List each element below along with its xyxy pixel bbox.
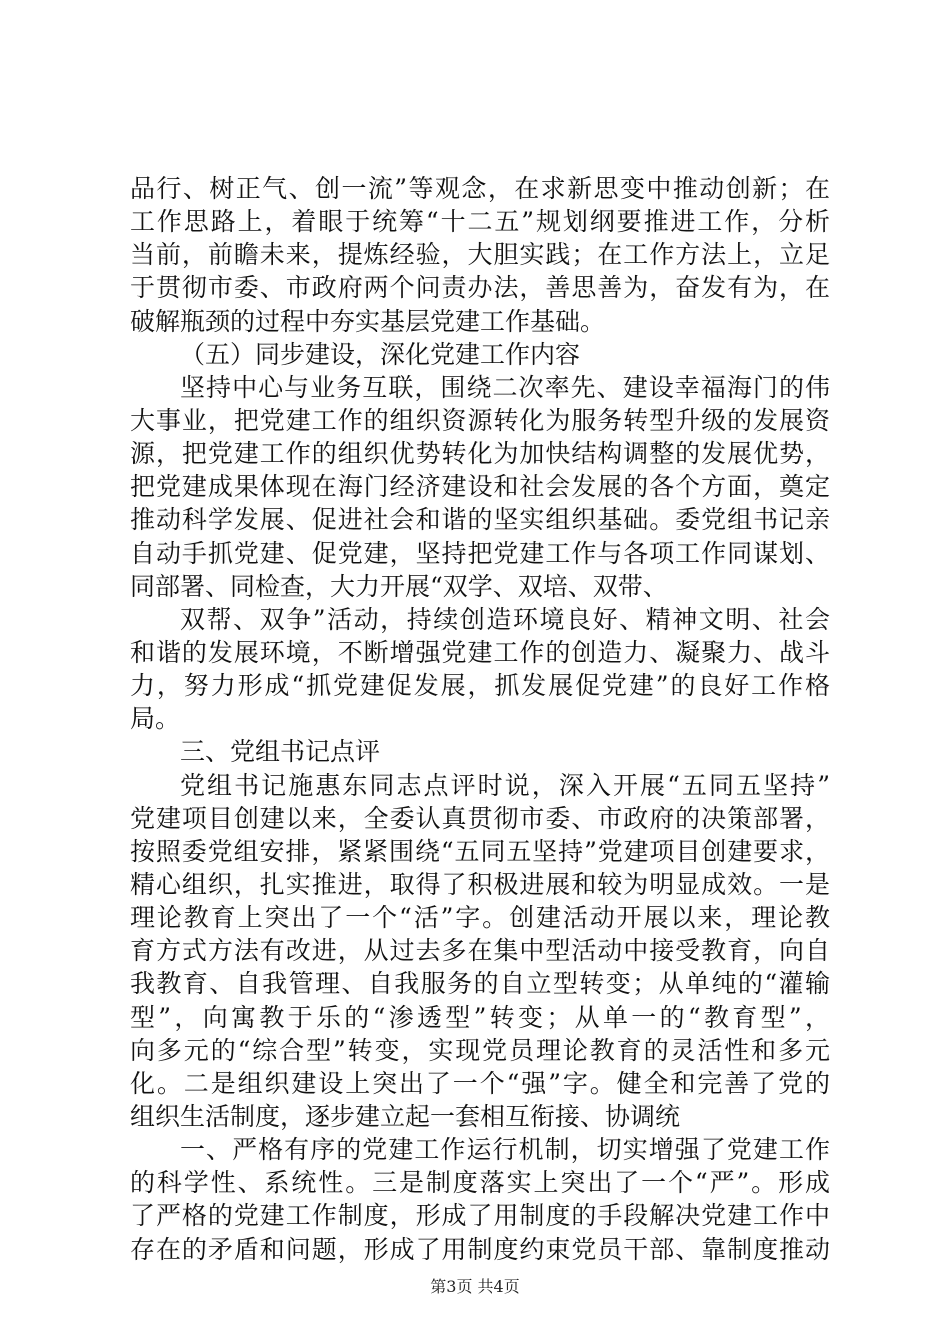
body-text	[130, 172, 830, 1266]
text-line: 和谐的发展环境，不断增强党建工作的创造力、凝聚力、战斗	[130, 637, 830, 667]
text-line: 源，把党建工作的组织优势转化为加快结构调整的发展优势，	[130, 439, 830, 469]
text-line: 化。二是组织建设上突出了一个“强”字。健全和完善了党的	[130, 1068, 830, 1098]
text-line: 自动手抓党建、促党建，坚持把党建工作与各项工作同谋划、	[130, 538, 830, 568]
text-line: 党建项目创建以来，全委认真贯彻市委、市政府的决策部署，	[130, 803, 830, 833]
page-footer: 第3页 共4页	[430, 1277, 520, 1296]
text-line: 按照委党组安排，紧紧围绕“五同五坚持”党建项目创建要求，	[130, 836, 830, 866]
text-line: 把党建成果体现在海门经济建设和社会发展的各个方面，奠定	[130, 472, 830, 502]
text-line: 工作思路上，着眼于统筹“十二五”规划纲要推进工作，分析	[130, 207, 830, 237]
text-line: 双帮、双争”活动，持续创造环境良好、精神文明、社会	[180, 604, 830, 634]
text-line: 于贯彻市委、市政府两个问责办法，善思善为，奋发有为，在	[130, 273, 830, 303]
text-line: 一、严格有序的党建工作运行机制，切实增强了党建工作	[180, 1135, 830, 1165]
section-heading: （五）同步建设，深化党建工作内容	[180, 339, 581, 369]
text-line: 破解瓶颈的过程中夯实基层党建工作基础。	[130, 306, 606, 336]
text-line: 推动科学发展、促进社会和谐的坚实组织基础。委党组书记亲	[130, 505, 830, 535]
text-line: 局。	[130, 704, 181, 734]
section-heading: 三、党组书记点评	[180, 737, 381, 767]
text-line: 向多元的“综合型”转变，实现党员理论教育的灵活性和多元	[130, 1035, 830, 1065]
text-line: 我教育、自我管理、自我服务的自立型转变；从单纯的“灌输	[130, 969, 830, 999]
text-line: 育方式方法有改进，从过去多在集中型活动中接受教育，向自	[130, 936, 830, 966]
text-line: 了严格的党建工作制度，形成了用制度的手段解决党建工作中	[130, 1201, 830, 1231]
text-line: 党组书记施惠东同志点评时说，深入开展“五同五坚持”	[180, 770, 830, 800]
text-line: 组织生活制度，逐步建立起一套相互衔接、协调统	[130, 1101, 681, 1131]
text-line: 力，努力形成“抓党建促发展，抓发展促党建”的良好工作格	[130, 671, 830, 701]
text-line: 品行、树正气、创一流”等观念，在求新思变中推动创新；在	[130, 174, 830, 203]
text-line: 理论教育上突出了一个“活”字。创建活动开展以来，理论教	[130, 903, 830, 933]
text-line: 同部署、同检查，大力开展“双学、双培、双带、	[130, 571, 668, 601]
text-line: 坚持中心与业务互联，围绕二次率先、建设幸福海门的伟	[180, 372, 830, 402]
text-line: 型”，向寓教于乐的“渗透型”转变；从单一的“教育型”，	[130, 1002, 830, 1032]
text-line: 的科学性、系统性。三是制度落实上突出了一个“严”。形成	[130, 1168, 830, 1198]
text-line: 大事业，把党建工作的组织资源转化为服务转型升级的发展资	[130, 405, 830, 435]
text-line: 存在的矛盾和问题，形成了用制度约束党员干部、靠制度推动	[130, 1234, 830, 1264]
text-line: 精心组织，扎实推进，取得了积极进展和较为明显成效。一是	[130, 869, 830, 899]
text-line: 当前，前瞻未来，提炼经验，大胆实践；在工作方法上，立足	[130, 240, 830, 270]
